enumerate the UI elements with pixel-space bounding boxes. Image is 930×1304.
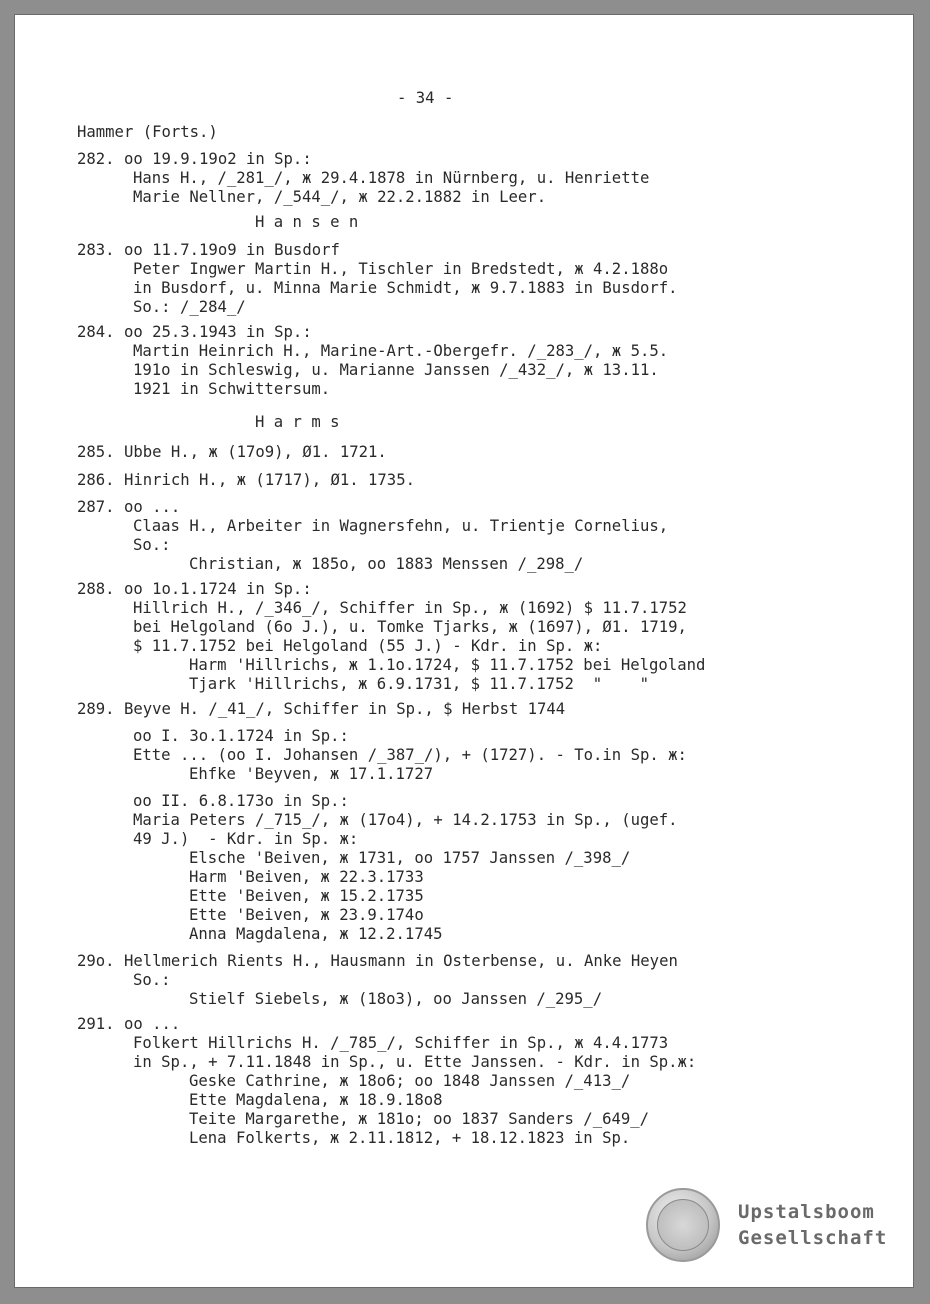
text-line: 284. oo 25.3.1943 in Sp.:	[77, 323, 312, 341]
text-line: Claas H., Arbeiter in Wagnersfehn, u. Trientje Cornelius,	[133, 517, 669, 535]
document-page	[14, 14, 914, 1288]
publisher-logo	[646, 1188, 887, 1262]
text-line: oo II. 6.8.173o in Sp.:	[133, 792, 349, 810]
text-line: Ette ... (oo I. Johansen /_387_/), + (1727). - To.in Sp. ж:	[133, 746, 687, 764]
text-line: 291. oo ...	[77, 1015, 181, 1033]
text-line: 289. Beyve H. /_41_/, Schiffer in Sp., $ Herbst 1744	[77, 700, 566, 718]
text-line: 286. Hinrich H., ж (1717), Ø1. 1735.	[77, 471, 415, 489]
text-line: Folkert Hillrichs H. /_785_/, Schiffer in Sp., ж 4.4.1773	[133, 1034, 669, 1052]
text-line: Harm 'Hillrichs, ж 1.1o.1724, $ 11.7.1752 bei Helgoland	[189, 656, 706, 674]
text-line: in Busdorf, u. Minna Marie Schmidt, ж 9.7.1883 in Busdorf.	[133, 279, 678, 297]
seal-icon	[646, 1188, 720, 1262]
text-line: So.:	[133, 536, 171, 554]
text-line: 49 J.) - Kdr. in Sp. ж:	[133, 830, 359, 848]
text-line: $ 11.7.1752 bei Helgoland (55 J.) - Kdr. in Sp. ж:	[133, 637, 603, 655]
text-line: Peter Ingwer Martin H., Tischler in Bredstedt, ж 4.2.188o	[133, 260, 669, 278]
text-line: 29o. Hellmerich Rients H., Hausmann in Osterbense, u. Anke Heyen	[77, 952, 678, 970]
text-line: Tjark 'Hillrichs, ж 6.9.1731, $ 11.7.1752 " "	[189, 675, 650, 693]
text-line: Ette 'Beiven, ж 23.9.174o	[189, 906, 424, 924]
text-line: oo I. 3o.1.1724 in Sp.:	[133, 727, 349, 745]
text-line: Lena Folkerts, ж 2.11.1812, + 18.12.1823 in Sp.	[189, 1129, 631, 1147]
logo-line-1: Upstalsboom	[738, 1201, 875, 1223]
text-line: Maria Peters /_715_/, ж (17o4), + 14.2.1753 in Sp., (ugef.	[133, 811, 678, 829]
text-line: So.: /_284_/	[133, 298, 246, 316]
text-line: Martin Heinrich H., Marine-Art.-Obergefr. /_283_/, ж 5.5.	[133, 342, 669, 360]
text-line: H a n s e n	[255, 213, 359, 231]
text-line: 285. Ubbe H., ж (17o9), Ø1. 1721.	[77, 443, 387, 461]
text-line: Marie Nellner, /_544_/, ж 22.2.1882 in Leer.	[133, 188, 547, 206]
document-body	[15, 15, 915, 1289]
text-line: in Sp., + 7.11.1848 in Sp., u. Ette Janssen. - Kdr. in Sp.ж:	[133, 1053, 697, 1071]
text-line: Hillrich H., /_346_/, Schiffer in Sp., ж (1692) $ 11.7.1752	[133, 599, 687, 617]
text-line: Ette 'Beiven, ж 15.2.1735	[189, 887, 424, 905]
text-line: 191o in Schleswig, u. Marianne Janssen /_432_/, ж 13.11.	[133, 361, 659, 379]
text-line: 1921 in Schwittersum.	[133, 380, 331, 398]
text-line: 288. oo 1o.1.1724 in Sp.:	[77, 580, 312, 598]
text-line: 282. oo 19.9.19o2 in Sp.:	[77, 150, 312, 168]
text-line: Elsche 'Beiven, ж 1731, oo 1757 Janssen /_398_/	[189, 849, 631, 867]
text-line: Ehfke 'Beyven, ж 17.1.1727	[189, 765, 434, 783]
text-line: Teite Margarethe, ж 181o; oo 1837 Sanders /_649_/	[189, 1110, 650, 1128]
text-line: H a r m s	[255, 413, 340, 431]
text-line: Christian, ж 185o, oo 1883 Menssen /_298_/	[189, 555, 584, 573]
text-line: Ette Magdalena, ж 18.9.18o8	[189, 1091, 443, 1109]
text-line: Stielf Siebels, ж (18o3), oo Janssen /_295_/	[189, 990, 603, 1008]
logo-line-2: Gesellschaft	[738, 1227, 888, 1249]
text-line: So.:	[133, 971, 171, 989]
text-line: Anna Magdalena, ж 12.2.1745	[189, 925, 443, 943]
text-line: 283. oo 11.7.19o9 in Busdorf	[77, 241, 340, 259]
text-line: 287. oo ...	[77, 498, 181, 516]
logo-text	[738, 1199, 887, 1251]
text-line: Hammer (Forts.)	[77, 123, 218, 141]
text-line: Harm 'Beiven, ж 22.3.1733	[189, 868, 424, 886]
page-number: - 34 -	[397, 89, 454, 107]
text-line: Geske Cathrine, ж 18o6; oo 1848 Janssen /_413_/	[189, 1072, 631, 1090]
text-line: bei Helgoland (6o J.), u. Tomke Tjarks, ж (1697), Ø1. 1719,	[133, 618, 687, 636]
text-line: Hans H., /_281_/, ж 29.4.1878 in Nürnberg, u. Henriette	[133, 169, 650, 187]
